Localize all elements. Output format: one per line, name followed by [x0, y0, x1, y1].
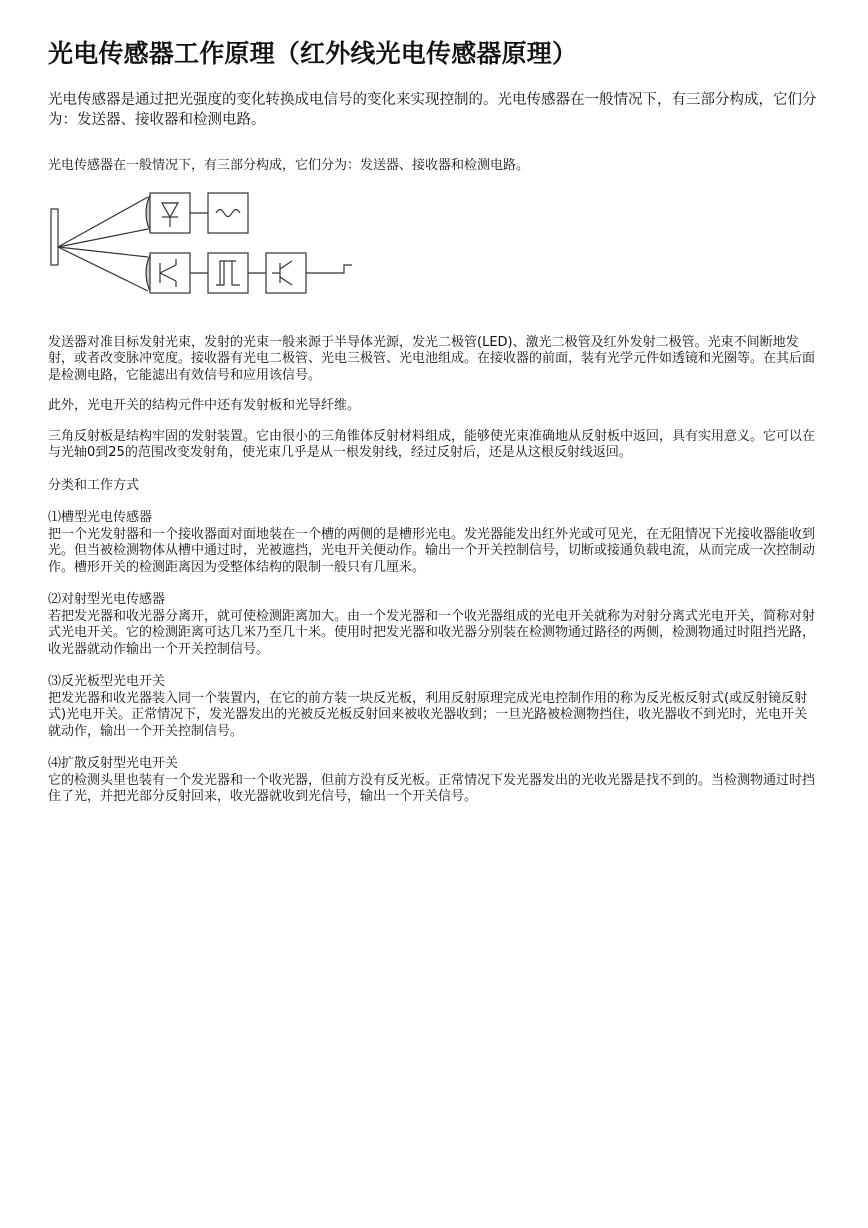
type-item — [48, 674, 820, 740]
emitter-paragraph: 发送器对准目标发射光束，发射的光束一般来源于半导体光源，发光二极管(LED)、激光二极管及红外发射二极管。光束不间断地发射，或者改变脉冲宽度。接收器有光电二极管、光电三极管、光电池组成。在接收器的前面，装有光学元件如透镜和光圈等。在其后面是检测电路，它能滤出有效信号和应用该信号。 — [48, 334, 816, 383]
structure-paragraph: 此外，光电开关的结构元件中还有发射板和光导纤维。 — [48, 398, 361, 413]
emitter-lens — [146, 195, 150, 231]
intro-paragraph: 光电传感器是通过把光强度的变化转换成电信号的变化来实现控制的。光电传感器在一般情况下，有三部分构成，它们分为：发送器、接收器和检测电路。 — [48, 92, 817, 128]
type-item — [48, 510, 820, 576]
type-item — [48, 756, 820, 806]
type-body: 它的检测头里也装有一个发光器和一个收光器，但前方没有反光板。正常情况下发光器发出的光收光器是找不到的。当检测物通过时挡住了光，并把光部分反射回来，收光器就收到光信号，输出一个开关信号。 — [48, 772, 816, 804]
photoelectric-sensor-diagram — [48, 187, 358, 309]
type-body: 把一个光发射器和一个接收器面对面地装在一个槽的两侧的是槽形光电。发光器能发出红外光或可见光，在无阻情况下光接收器能收到光。但当被检测物体从槽中通过时，光被遮挡，光电开关便动作。输出一个开关控制信号，切断或接通负载电流，从而完成一次控制动作。槽形开关的检测距离因为受整体结构的限制一般只有几厘米。 — [48, 526, 816, 575]
schmitt-trigger-block — [208, 253, 248, 293]
type-heading: ⑴槽型光电传感器 — [48, 510, 153, 525]
type-heading: ⑵对射型光电传感器 — [48, 592, 166, 607]
type-list — [48, 510, 820, 806]
section-heading: 分类和工作方式 — [48, 477, 140, 493]
type-item — [48, 592, 820, 658]
document-page — [48, 36, 820, 806]
reflector-paragraph: 三角反射板是结构牢固的发射装置。它由很小的三角锥体反射材料组成，能够使光束准确地从反射板中返回，具有实用意义。它可以在与光轴0到25的范围改变发射角，使光束几乎是从一根发射线，经过反射后，还是从这根反射线返回。 — [48, 428, 816, 460]
type-heading: ⑶反光板型光电开关 — [48, 674, 166, 689]
oscillator-block — [208, 193, 248, 233]
type-body: 若把发光器和收光器分离开，就可使检测距离加大。由一个发光器和一个收光器组成的光电开关就称为对射分离式光电开关，简称对射式光电开关。它的检测距离可达几米乃至几十米。使用时把发光器和收光器分别装在检测物通过路径的两侧，检测物通过时阻挡光路，收光器就动作输出一个开关控制信号。 — [48, 608, 816, 657]
type-heading: ⑷扩散反射型光电开关 — [48, 756, 179, 771]
type-body: 把发光器和收光器装入同一个装置内，在它的前方装一块反光板，利用反射原理完成光电控制作用的称为反光板反射式(或反射镜反射式)光电开关。正常情况下，发光器发出的光被反光板反射回来被收光器收到；一旦光路被检测物挡住，收光器收不到光时，光电开关就动作，输出一个开关控制信号。 — [48, 690, 808, 739]
output-signal-icon — [338, 265, 352, 273]
target-plate — [51, 209, 58, 265]
lead-paragraph: 光电传感器在一般情况下，有三部分构成，它们分为：发送器、接收器和检测电路。 — [48, 158, 530, 173]
reflected-beam — [58, 247, 148, 257]
page-title: 光电传感器工作原理（红外线光电传感器原理） — [48, 39, 578, 68]
receiver-lens — [146, 255, 150, 291]
emitted-beam — [58, 197, 148, 247]
